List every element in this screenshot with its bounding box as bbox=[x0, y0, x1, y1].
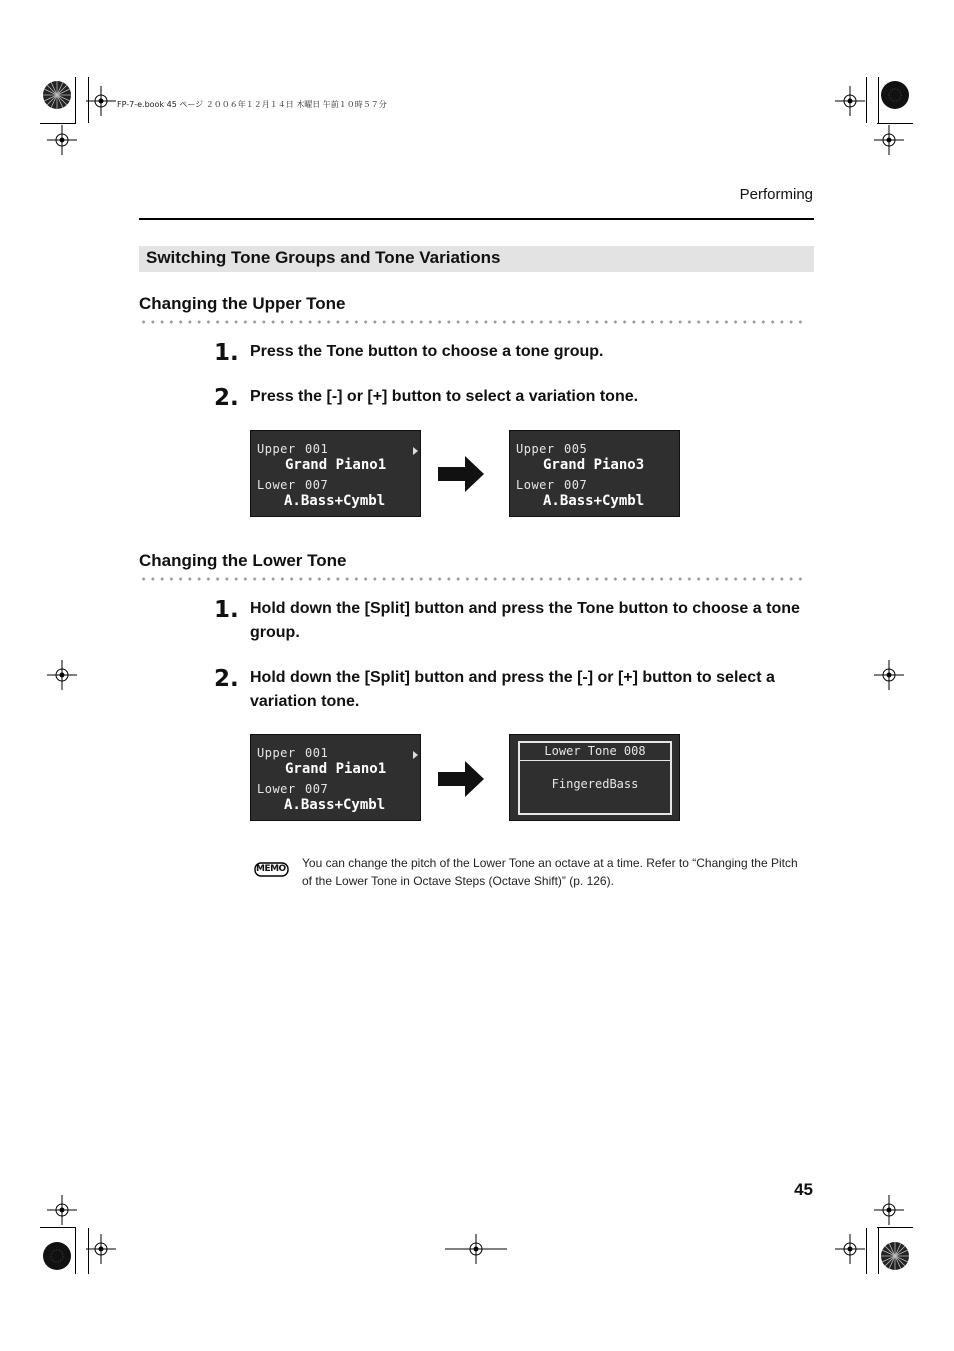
step-number: 1. bbox=[214, 340, 239, 366]
lcd-window-value: FingeredBass bbox=[551, 777, 639, 791]
lcd-display-after bbox=[509, 430, 680, 517]
arrow-right-icon bbox=[438, 456, 485, 492]
lcd-upper-label: Upper bbox=[516, 442, 555, 456]
arrow-right-icon bbox=[438, 761, 485, 797]
registration-mark-icon bbox=[47, 1195, 77, 1225]
lcd-upper-number: 001 bbox=[305, 442, 329, 456]
dotted-rule bbox=[139, 320, 804, 324]
lcd-display-before bbox=[250, 734, 421, 821]
lcd-lower-name: A.Bass+Cymbl bbox=[284, 493, 386, 509]
starburst-target-icon bbox=[42, 80, 72, 110]
subsection-title-upper: Changing the Upper Tone bbox=[139, 294, 346, 313]
starburst-target-icon bbox=[880, 1241, 910, 1271]
lcd-upper-number: 005 bbox=[564, 442, 588, 456]
registration-mark-icon bbox=[874, 660, 904, 690]
lcd-lower-number: 007 bbox=[564, 478, 588, 492]
lcd-upper-label: Upper bbox=[257, 442, 296, 456]
dot-target-icon bbox=[880, 80, 910, 110]
registration-mark-icon bbox=[86, 1234, 116, 1264]
lcd-upper-number: 001 bbox=[305, 746, 329, 760]
memo-text: You can change the pitch of the Lower Tone an octave at a time. Refer to “Changing the Pitch of the Lower Tone in Octave Steps (Octave Shift)” (p. 126). bbox=[302, 856, 798, 888]
lcd-display-before bbox=[250, 430, 421, 517]
step-text: Press the [-] or [+] button to select a variation tone. bbox=[250, 388, 639, 405]
registration-mark-icon bbox=[874, 1195, 904, 1225]
dot-target-icon bbox=[42, 1241, 72, 1271]
registration-mark-icon bbox=[835, 1234, 865, 1264]
registration-mark-icon bbox=[835, 86, 865, 116]
registration-mark-icon bbox=[445, 1234, 507, 1264]
step-number: 2. bbox=[214, 666, 239, 692]
lcd-lower-label: Lower bbox=[257, 782, 296, 796]
memo-icon-label: MEMO bbox=[256, 864, 286, 874]
cursor-right-icon bbox=[413, 447, 418, 455]
section-title: Switching Tone Groups and Tone Variations bbox=[146, 248, 501, 267]
lcd-lower-name: A.Bass+Cymbl bbox=[543, 493, 645, 509]
step-text: Press the Tone button to choose a tone group. bbox=[250, 343, 604, 360]
memo-icon bbox=[254, 861, 290, 884]
cursor-right-icon bbox=[413, 751, 418, 759]
lcd-upper-name: Grand Piano3 bbox=[543, 457, 645, 473]
registration-mark-icon bbox=[47, 660, 77, 690]
lcd-upper-name: Grand Piano1 bbox=[285, 761, 387, 777]
lcd-window-header: Lower Tone 008 bbox=[520, 743, 670, 761]
registration-mark-icon bbox=[86, 86, 116, 116]
subsection-title-lower: Changing the Lower Tone bbox=[139, 551, 347, 570]
step-number: 1. bbox=[214, 597, 239, 623]
lcd-lower-number: 007 bbox=[305, 478, 329, 492]
dotted-rule bbox=[139, 577, 804, 581]
step-text: Hold down the [Split] button and press the [-] or [+] button to select a variation tone. bbox=[250, 669, 775, 710]
lcd-lower-label: Lower bbox=[516, 478, 555, 492]
registration-mark-icon bbox=[47, 125, 77, 155]
lcd-upper-name: Grand Piano1 bbox=[285, 457, 387, 473]
lcd-lower-label: Lower bbox=[257, 478, 296, 492]
page-number: 45 bbox=[794, 1180, 813, 1199]
lcd-window bbox=[518, 741, 672, 815]
lcd-upper-label: Upper bbox=[257, 746, 296, 760]
registration-mark-icon bbox=[874, 125, 904, 155]
step-number: 2. bbox=[214, 385, 239, 411]
header-rule bbox=[139, 218, 814, 220]
running-head: Performing bbox=[739, 186, 813, 203]
lcd-lower-name: A.Bass+Cymbl bbox=[284, 797, 386, 813]
lcd-lower-number: 007 bbox=[305, 782, 329, 796]
step-text: Hold down the [Split] button and press the Tone button to choose a tone group. bbox=[250, 600, 800, 641]
print-file-info: FP-7-e.book 45 ページ ２００６年１２月１４日 木曜日 午前１０時５７分 bbox=[117, 100, 387, 109]
lcd-display-after bbox=[509, 734, 680, 821]
